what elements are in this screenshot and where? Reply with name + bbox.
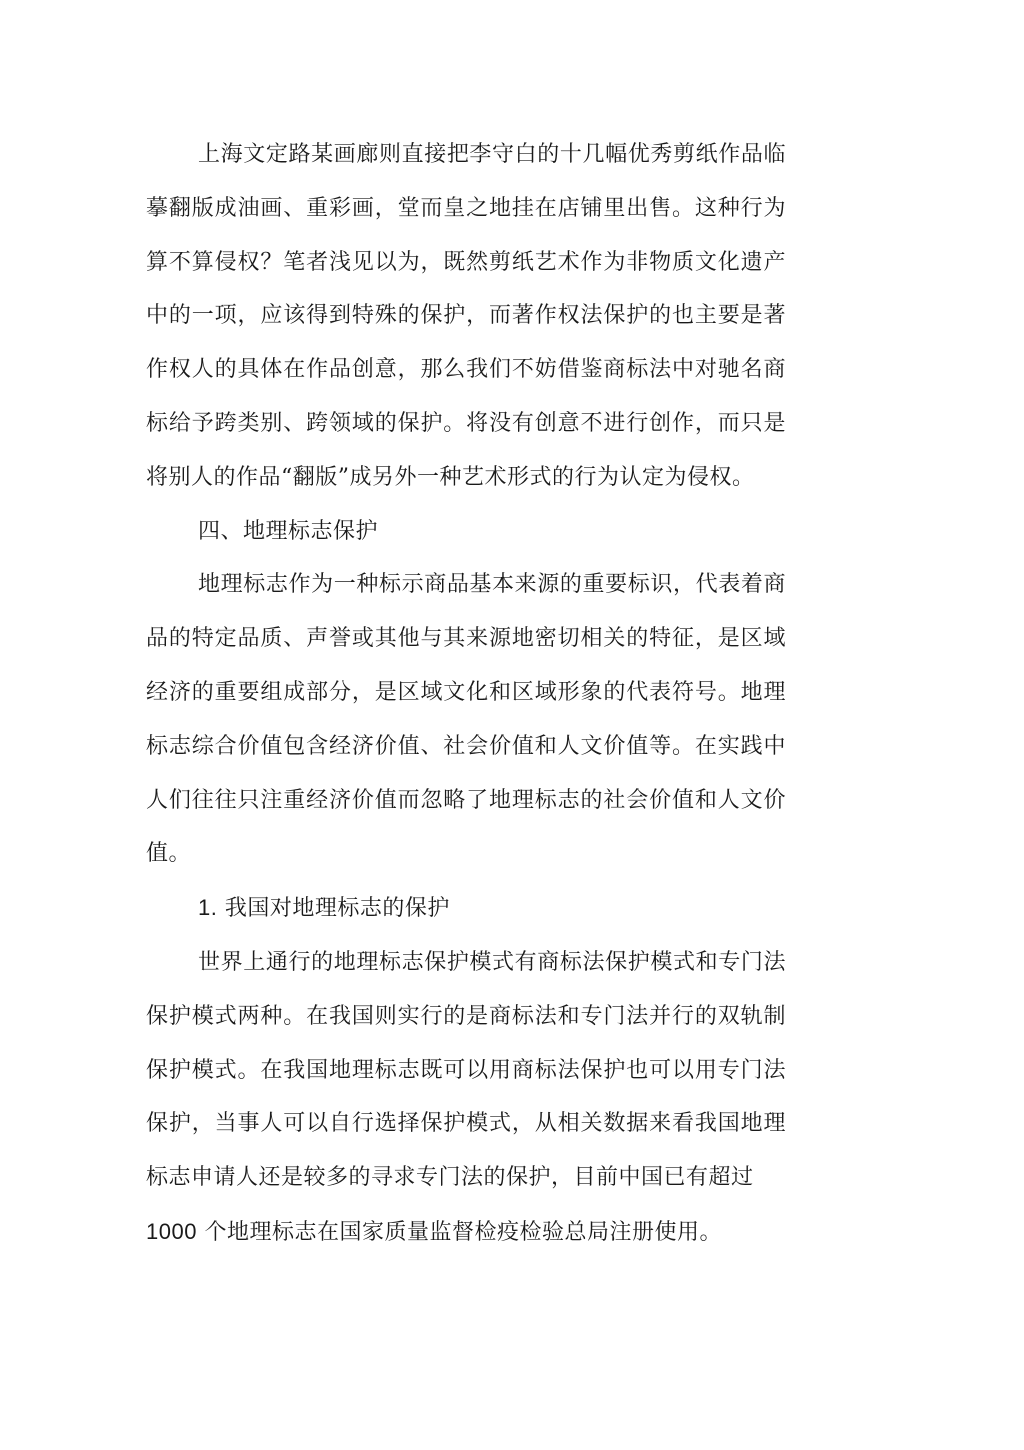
document-body: [146, 128, 786, 1260]
paragraph-text-continuation: 个地理标志在国家质量监督检疫检验总局注册使用。: [204, 1219, 722, 1245]
subsection-heading-china-protection: [146, 881, 786, 936]
paragraph-protection-models: [146, 936, 786, 1260]
paragraph-text: 世界上通行的地理标志保护模式有商标法保护模式和专门法保护模式两种。在我国则实行的是商标法和专门法并行的双轨制保护模式。在我国地理标志既可以用商标法保护也可以用专门法保护，当事人可以自行选择保护模式，从相关数据来看我国地理标志申请人还是较多的寻求专门法的保护，目前中国已有超过: [146, 949, 786, 1191]
paragraph-gallery-infringement: [146, 128, 786, 505]
registered-count: 1000: [146, 1218, 197, 1244]
paragraph-text: 地理标志作为一种标示商品基本来源的重要标识，代表着商品的特定品质、声誉或其他与其来源地密切相关的特征，是区域经济的重要组成部分，是区域文化和区域形象的代表符号。地理标志综合价值包含经济价值、社会价值和人文价值等。在实践中人们往往只注重经济价值而忽略了地理标志的社会价值和人文价值。: [146, 572, 786, 867]
heading-text: 我国对地理标志的保护: [224, 896, 450, 922]
subsection-number: 1.: [198, 895, 218, 921]
section-heading-geographical-indication: [146, 505, 786, 559]
heading-text: 四、地理标志保护: [198, 518, 379, 544]
paragraph-geographical-indication-intro: [146, 558, 786, 881]
paragraph-text: 上海文定路某画廊则直接把李守白的十几幅优秀剪纸作品临摹翻版成油画、重彩画，堂而皇之地挂在店铺里出售。这种行为算不算侵权？笔者浅见以为，既然剪纸艺术作为非物质文化遗产中的一项，应该得到特殊的保护，而著作权法保护的也主要是著作权人的具体在作品创意，那么我们不妨借鉴商标法中对驰名商标给予跨类别、跨领域的保护。将没有创意不进行创作，而只是将别人的作品“翻版”成另外一种艺术形式的行为认定为侵权。: [146, 142, 786, 490]
